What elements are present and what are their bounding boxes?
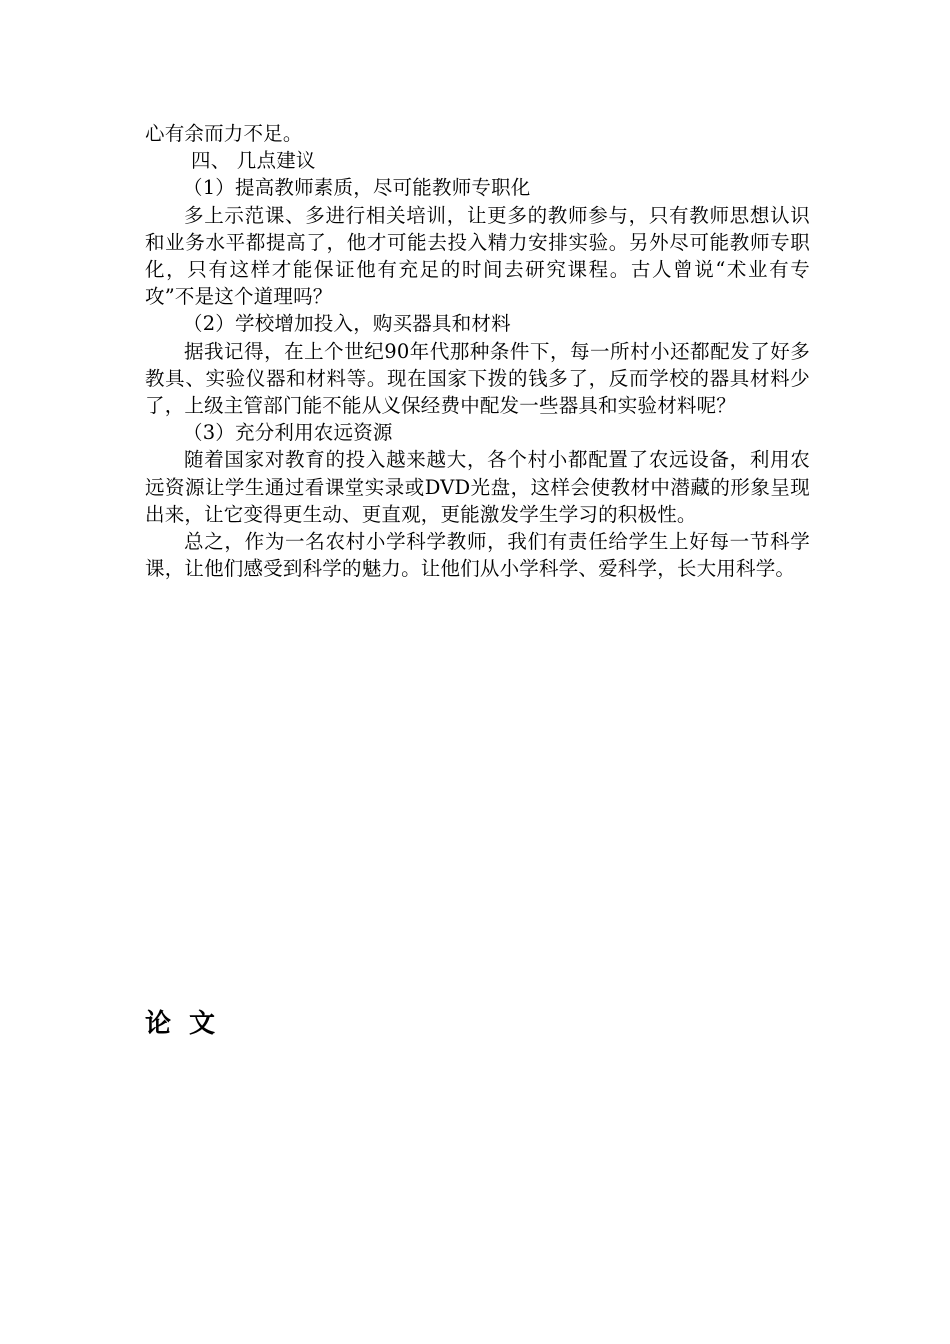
- subheading-2: （2）学校增加投入，购买器具和材料: [183, 312, 511, 336]
- document-body: [145, 120, 810, 582]
- paragraph-2: 据我记得，在上个世纪90年代那种条件下，每一所村小还都配发了好多教具、实验仪器和材料等。现在国家下拨的钱多了，反而学校的器具材料少了，上级主管部门能不能从义保经费中配发一些器具和实验材料呢？: [145, 339, 810, 418]
- paragraph-4: 总之，作为一名农村小学科学教师，我们有责任给学生上好每一节科学课，让他们感受到科学的魅力。让他们从小学科学、爱科学，长大用科学。: [145, 530, 810, 581]
- continuation-line: 心有余而力不足。: [145, 122, 303, 145]
- footer-label: 论文: [145, 1009, 234, 1039]
- section-heading-4: 四、 几点建议: [191, 149, 316, 173]
- paragraph-3: 随着国家对教育的投入越来越大，各个村小都配置了农远设备，利用农远资源让学生通过看课堂实录或DVD光盘，这样会使教材中潜藏的形象呈现出来，让它变得更生动、更直观，更能激发学生学习的积极性。: [145, 448, 810, 526]
- paragraph-1: 多上示范课、多进行相关培训，让更多的教师参与，只有教师思想认识和业务水平都提高了，他才可能去投入精力安排实验。另外尽可能教师专职化，只有这样才能保证他有充足的时间去研究课程。古人曾说“术业有专攻”不是这个道理吗？: [145, 203, 810, 309]
- subheading-1: （1）提高教师素质，尽可能教师专职化: [183, 176, 531, 200]
- subheading-3: （3）充分利用农远资源: [183, 421, 393, 445]
